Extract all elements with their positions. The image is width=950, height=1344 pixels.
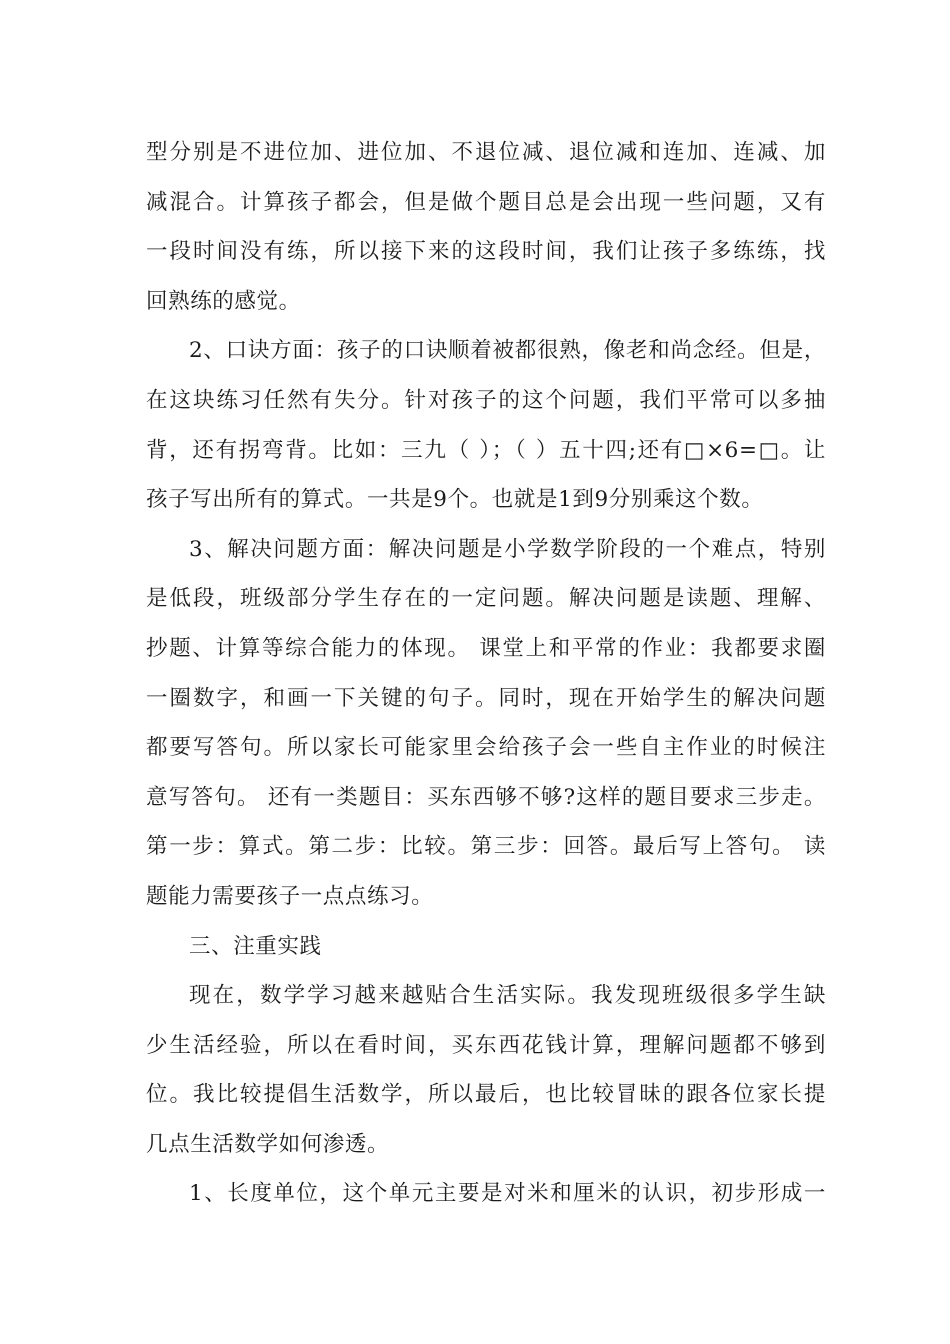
text-line: 孩子写出所有的算式。一共是9个。也就是1到9分别乘这个数。: [146, 487, 764, 513]
text-line: 抄题、计算等综合能力的体现。 课堂上和平常的作业：我都要求圈: [146, 635, 826, 661]
text-line: 第一步：算式。第二步：比较。第三步：回答。最后写上答句。 读: [146, 834, 826, 860]
paragraph-start-line: 3、解决问题方面：解决问题是小学数学阶段的一个难点，特别: [189, 536, 826, 562]
text-line: 型分别是不进位加、进位加、不退位减、退位减和连加、连减、加: [146, 140, 826, 165]
text-line: 回熟练的感觉。: [146, 288, 301, 314]
text-line: 少生活经验，所以在看时间，买东西花钱计算，理解问题都不够到: [146, 1032, 826, 1058]
text-line: 是低段，班级部分学生存在的一定问题。解决问题是读题、理解、: [146, 586, 826, 612]
document-body: [146, 128, 826, 1219]
text-line: 几点生活数学如何渗透。: [146, 1131, 390, 1157]
text-line: 减混合。计算孩子都会，但是做个题目总是会出现一些问题，又有: [146, 189, 826, 215]
paragraph-start-line: 1、长度单位，这个单元主要是对米和厘米的认识，初步形成一: [189, 1181, 826, 1207]
text-line: 位。我比较提倡生活数学，所以最后，也比较冒昧的跟各位家长提: [146, 1082, 826, 1108]
paragraph-start-line: 2、口诀方面：孩子的口诀顺着被都很熟，像老和尚念经。但是，: [189, 338, 826, 364]
text-line: 都要写答句。所以家长可能家里会给孩子会一些自主作业的时候注: [146, 735, 826, 761]
section-heading: 三、注重实践: [189, 933, 322, 959]
text-line: 题能力需要孩子一点点练习。: [146, 883, 434, 909]
text-line: 意写答句。 还有一类题目：买东西够不够?这样的题目要求三步走。: [146, 784, 826, 810]
paragraph-start-line: 现在，数学学习越来越贴合生活实际。我发现班级很多学生缺: [189, 983, 826, 1009]
text-line: 背，还有拐弯背。比如：三九（ ）；（ ）五十四;还有□×6=□。让: [146, 437, 826, 463]
text-line: 一圈数字，和画一下关键的句子。同时，现在开始学生的解决问题: [146, 685, 826, 711]
text-line: 一段时间没有练，所以接下来的这段时间，我们让孩子多练练，找: [146, 239, 826, 265]
text-line: 在这块练习任然有失分。针对孩子的这个问题，我们平常可以多抽: [146, 387, 826, 413]
